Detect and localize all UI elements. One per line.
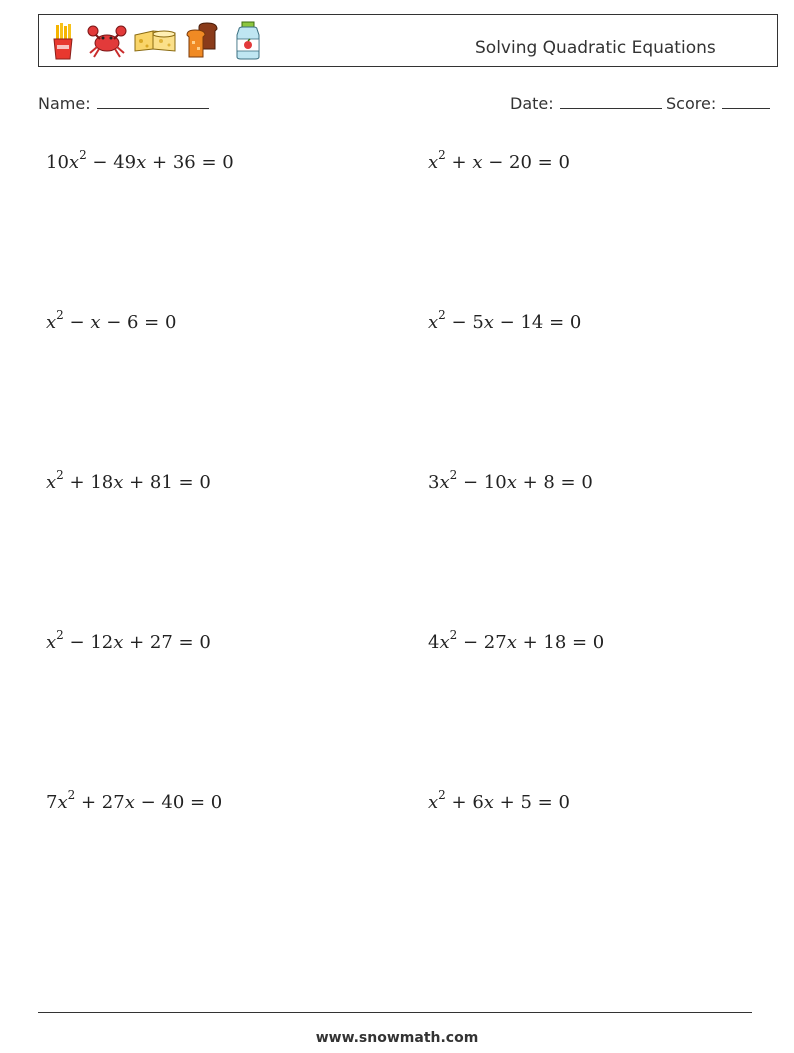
problem-equation: $x^2 - 12x + 27 = 0$ xyxy=(46,628,211,653)
problem-equation: $x^2 + 18x + 81 = 0$ xyxy=(46,468,211,493)
jam-jar-icon xyxy=(233,21,263,61)
footer-rule xyxy=(38,1012,752,1013)
footer-url: www.snowmath.com xyxy=(315,1030,479,1046)
name-label: Name: xyxy=(38,94,91,113)
problem-equation: $7x^2 + 27x - 40 = 0$ xyxy=(46,788,223,813)
score-field xyxy=(666,94,770,113)
problem-equation: $x^2 + 6x + 5 = 0$ xyxy=(428,788,570,813)
problem-equation: $x^2 - 5x - 14 = 0$ xyxy=(428,308,582,333)
date-blank[interactable] xyxy=(560,94,662,109)
problem-equation: $x^2 - x - 6 = 0$ xyxy=(46,308,177,333)
score-label: Score: xyxy=(666,94,717,113)
problem-equation: $10x^2 - 49x + 36 = 0$ xyxy=(46,148,234,173)
problem-equation: $4x^2 - 27x + 18 = 0$ xyxy=(428,628,605,653)
name-blank[interactable] xyxy=(97,94,209,109)
problem-equation: $3x^2 - 10x + 8 = 0$ xyxy=(428,468,593,493)
fries-icon xyxy=(49,21,77,61)
cheese-icon xyxy=(133,21,177,61)
score-blank[interactable] xyxy=(722,94,770,109)
worksheet-title: Solving Quadratic Equations xyxy=(475,38,716,58)
crab-icon xyxy=(87,21,127,61)
problem-equation: $x^2 + x - 20 = 0$ xyxy=(428,148,570,173)
toast-icon xyxy=(185,21,219,61)
header-box xyxy=(38,14,778,67)
date-field xyxy=(510,94,662,113)
date-label: Date: xyxy=(510,94,554,113)
name-field xyxy=(38,94,209,113)
